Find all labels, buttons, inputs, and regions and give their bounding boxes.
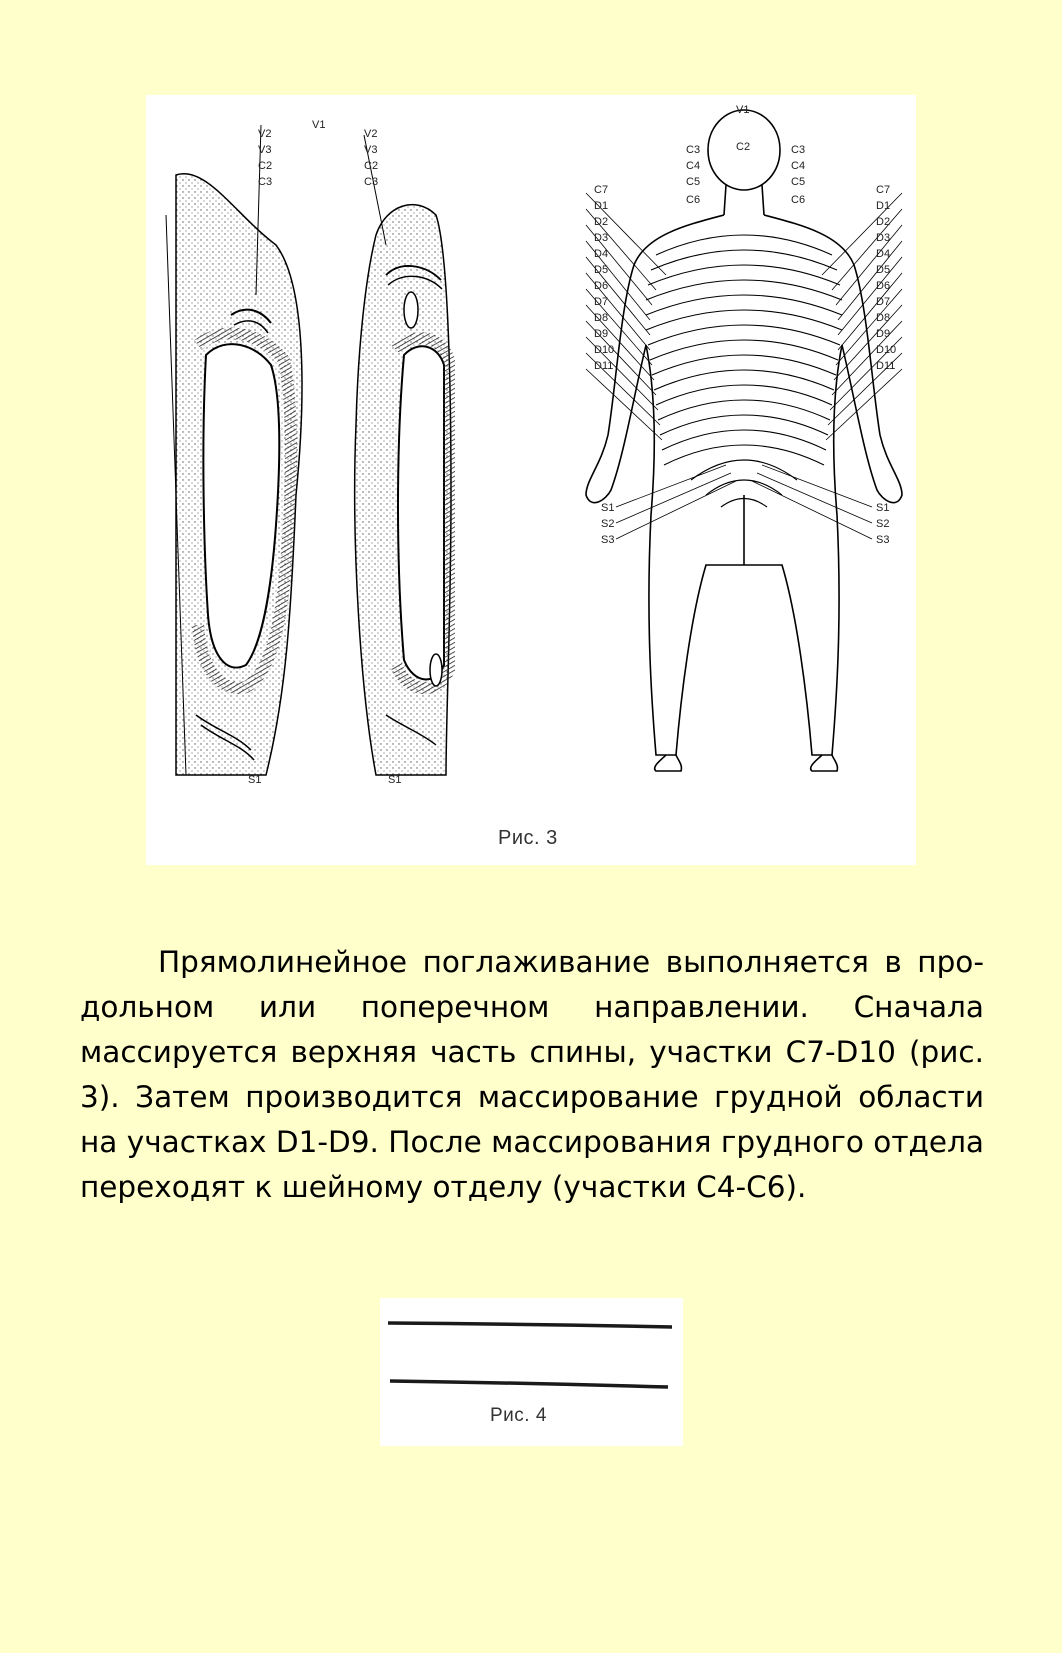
label: D3 — [876, 232, 891, 244]
label: D4 — [876, 248, 891, 260]
label: S1 — [388, 774, 402, 786]
figure-4-caption: Рис. 4 — [490, 1405, 547, 1426]
label: C3 — [791, 144, 806, 156]
label: C2 — [258, 160, 273, 172]
back-figure — [586, 110, 902, 771]
label: C6 — [686, 194, 701, 206]
body-paragraph: Прямолинейное поглаживание выполняется в продольном или поперечном направлении. Сначала массируется верхняя часть спины, участки С7-D10 (рис. 3). Затем производится массирование грудной области на участках D1-D9. После массирования грудного отдела переходят к шейному отделу (участки С4-С6). — [80, 945, 984, 1204]
label: D8 — [594, 312, 609, 324]
fetal-figure-left — [166, 125, 302, 775]
label: C3 — [686, 144, 701, 156]
back-leader-lines — [586, 193, 902, 539]
label: S3 — [876, 534, 890, 546]
label: C4 — [686, 160, 701, 172]
label: D5 — [876, 264, 891, 276]
label: C2 — [736, 141, 751, 153]
label: V2 — [258, 128, 272, 140]
label: D7 — [876, 296, 891, 308]
label: C2 — [364, 160, 379, 172]
label: D5 — [594, 264, 609, 276]
label: D9 — [594, 328, 609, 340]
label: S1 — [601, 502, 615, 514]
stroke-line-top — [388, 1323, 672, 1327]
fetal-figure-right — [355, 135, 451, 775]
label: S2 — [876, 518, 890, 530]
label: C4 — [791, 160, 806, 172]
label: D9 — [876, 328, 891, 340]
figure-3-caption: Рис. 3 — [498, 827, 558, 849]
label: D3 — [594, 232, 609, 244]
label: C3 — [258, 176, 273, 188]
label: S2 — [601, 518, 615, 530]
label: D2 — [594, 216, 609, 228]
label: V3 — [258, 144, 272, 156]
label: D10 — [594, 344, 615, 356]
label: D8 — [876, 312, 891, 324]
label: S1 — [876, 502, 890, 514]
label: V2 — [364, 128, 378, 140]
stroke-line-bottom — [390, 1381, 668, 1387]
label: D4 — [594, 248, 609, 260]
figure-3 — [146, 95, 916, 865]
label: C5 — [791, 176, 806, 188]
label: C7 — [876, 184, 891, 196]
label: D6 — [876, 280, 891, 292]
label: D10 — [876, 344, 897, 356]
label: S3 — [601, 534, 615, 546]
label: D11 — [876, 360, 896, 372]
label: S1 — [248, 774, 262, 786]
label: D11 — [594, 360, 614, 372]
label: C3 — [364, 176, 379, 188]
label: V1 — [312, 119, 326, 131]
figure-4 — [380, 1298, 683, 1446]
label: D1 — [876, 200, 891, 212]
label: V1 — [736, 104, 750, 116]
label: C7 — [594, 184, 609, 196]
label: V3 — [364, 144, 378, 156]
label: C6 — [791, 194, 806, 206]
dermatome-illustration — [146, 95, 916, 865]
label: D6 — [594, 280, 609, 292]
label: D7 — [594, 296, 609, 308]
label: C5 — [686, 176, 701, 188]
label: D1 — [594, 200, 609, 212]
label: D2 — [876, 216, 891, 228]
